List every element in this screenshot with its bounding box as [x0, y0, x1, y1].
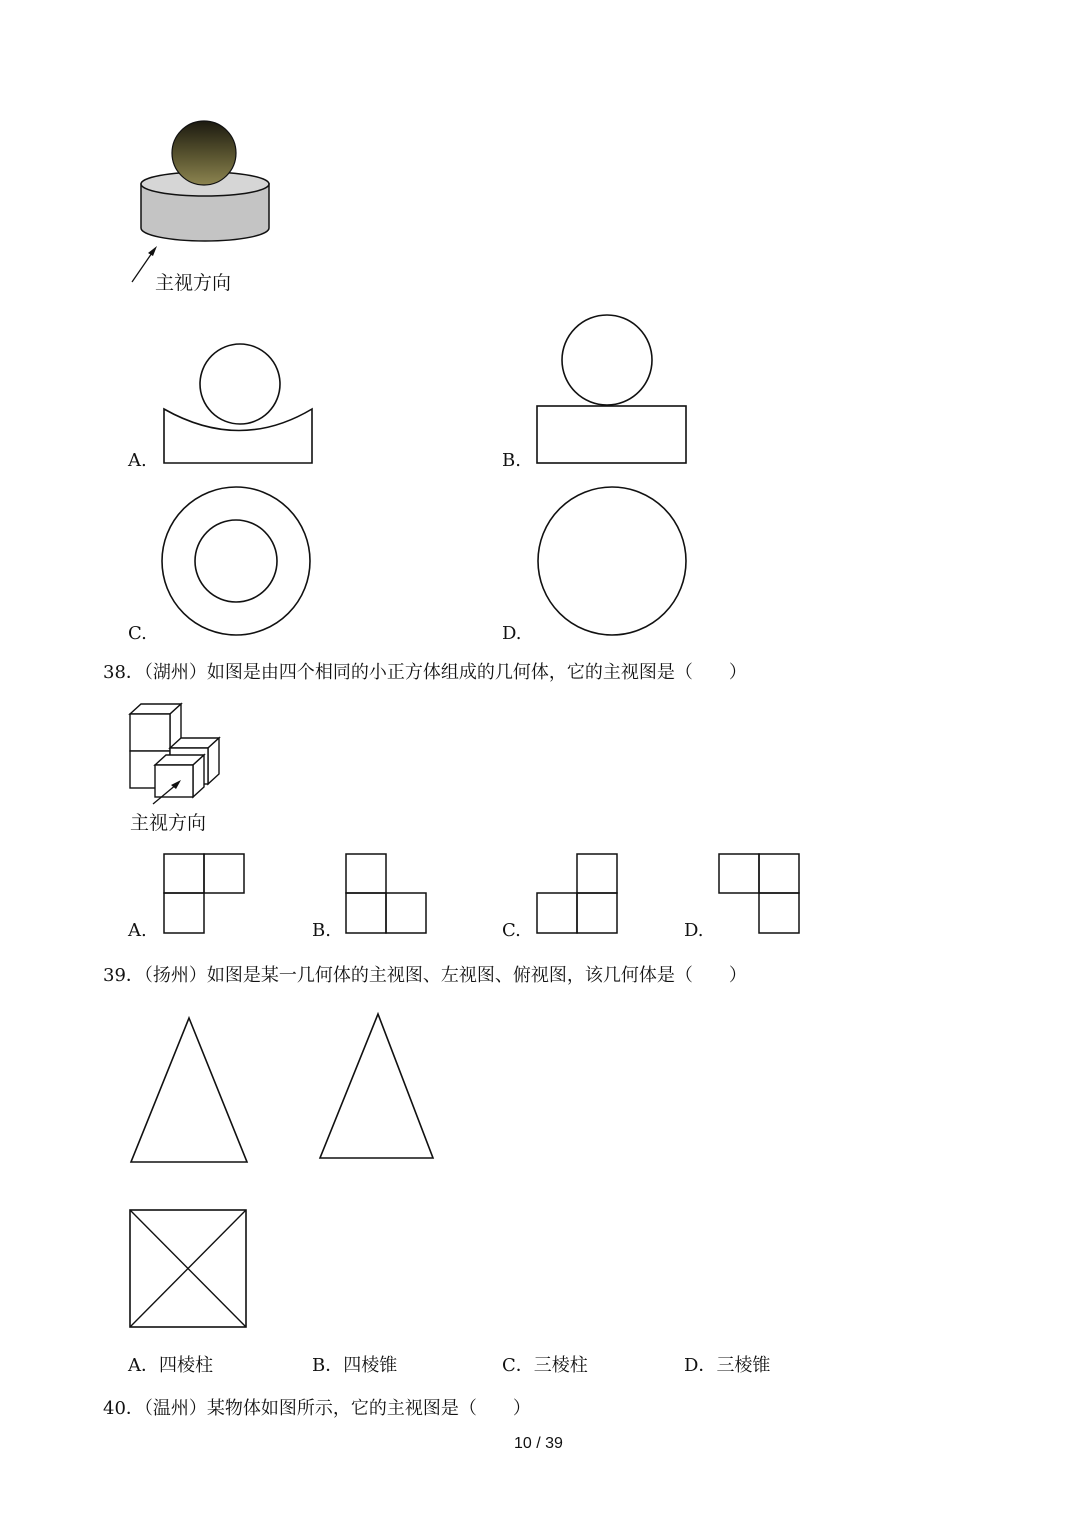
q39-option-b-label: 四棱锥 [343, 1355, 398, 1376]
q37-option-b-letter: B. [502, 450, 521, 471]
q40-question-text: 40．（温州）某物体如图所示，它的主视图是（ ） [103, 1398, 531, 1419]
q38-option-b-letter: B. [312, 920, 331, 941]
q38-option-c-figure [533, 850, 623, 940]
q37-option-a-figure [160, 340, 320, 470]
q38-option-b-figure [342, 850, 432, 940]
q38-option-d-figure [715, 850, 805, 940]
q38-option-a-figure [160, 850, 250, 940]
q39-option-a [128, 1354, 213, 1378]
q39-option-d-label: 三棱锥 [716, 1355, 771, 1376]
q38-question-text: 38．（湖州）如图是由四个相同的小正方体组成的几何体，它的主视图是（ ） [103, 662, 747, 683]
q39-option-b [312, 1354, 397, 1378]
q39-option-c [502, 1354, 588, 1378]
q39-option-c-label: 三棱柱 [533, 1355, 588, 1376]
q38-option-c-letter: C. [502, 920, 521, 941]
q37-option-b-figure [530, 310, 695, 470]
q39-option-d-letter: D． [684, 1355, 717, 1376]
q37-direction-label: 主视方向 [155, 272, 232, 294]
q37-option-a-letter: A. [128, 450, 147, 471]
q39-left-view [313, 1008, 443, 1163]
q39-option-d [684, 1354, 770, 1378]
q39-option-b-letter: B． [312, 1355, 344, 1376]
q39-option-c-letter: C． [502, 1355, 534, 1376]
q37-option-d-figure [530, 482, 695, 642]
q39-question-text: 39．（扬州）如图是某一几何体的主视图、左视图、俯视图，该几何体是（ ） [103, 965, 747, 986]
q37-option-c-figure [155, 482, 320, 642]
q39-option-a-label: 四棱柱 [159, 1355, 213, 1376]
q38-cubes-figure [125, 700, 225, 810]
page-number: 10 / 39 [514, 1435, 563, 1452]
q39-option-a-letter: A． [128, 1355, 159, 1376]
q37-option-c-letter: C. [128, 623, 147, 644]
q39-front-view [125, 1012, 255, 1167]
q38-direction-label: 主视方向 [130, 812, 207, 834]
q39-top-view [125, 1205, 255, 1335]
q37-option-d-letter: D. [502, 623, 522, 644]
q38-option-d-letter: D. [684, 920, 704, 941]
q38-option-a-letter: A. [128, 920, 147, 941]
